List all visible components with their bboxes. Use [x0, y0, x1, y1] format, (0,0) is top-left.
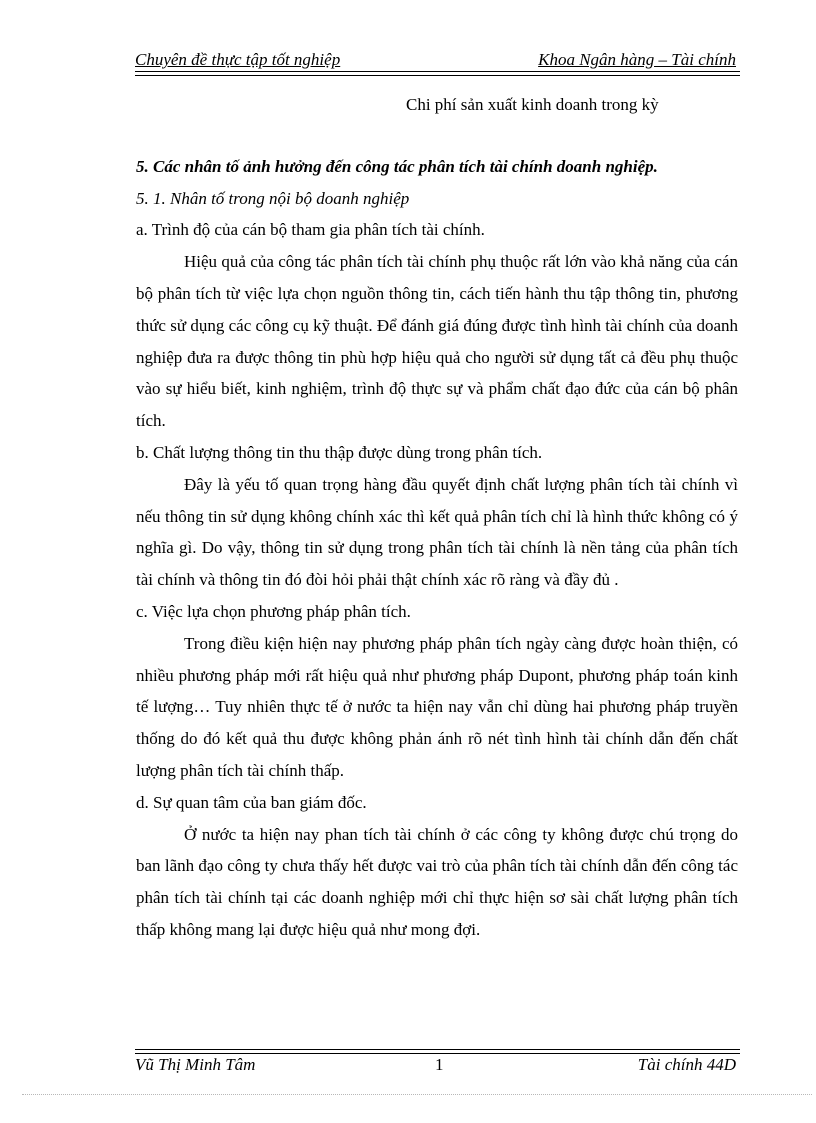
- item-title-d: d. Sự quan tâm của ban giám đốc.: [136, 792, 367, 812]
- section-heading: 5. Các nhân tố ảnh hưởng đến công tác phân tích tài chính doanh nghiệp.: [136, 156, 658, 176]
- header-faculty: Khoa Ngân hàng – Tài chính: [538, 50, 736, 69]
- item-title-c: c. Việc lựa chọn phương pháp phân tích.: [136, 601, 411, 621]
- page-content: [136, 89, 738, 946]
- item-title-a: a. Trình độ của cán bộ tham gia phân tích tài chính.: [136, 220, 485, 240]
- item-body-b: Đây là yếu tố quan trọng hàng đầu quyết định chất lượng phân tích tài chính vì nếu thông tin sử dụng không chính xác thì kết quả phân tích chỉ là hình thức không có ý nghĩa gì. Do vậy, thông tin sử dụng trong phân tích tài chính là nền tảng của phân tích tài chính và thông tin đó đòi hỏi phải thật chính xác rõ ràng và đầy đủ .: [136, 474, 738, 590]
- page-header: [135, 48, 740, 72]
- item-body-d: Ở nước ta hiện nay phan tích tài chính ở các công ty không được chú trọng do ban lãnh đạo công ty chưa thấy hết được vai trò của phân tích tài chính dẫn đến công tác phân tích tài chính tại các doanh nghiệp mới chỉ thực hiện sơ sài chất lượng phân tích thấp không mang lại được hiệu quả như mong đợi.: [136, 824, 738, 939]
- footer-class: Tài chính 44D: [637, 1055, 736, 1074]
- subsection-heading: 5. 1. Nhân tố trong nội bộ doanh nghiệp: [136, 188, 410, 208]
- item-body-a: Hiệu quả của công tác phân tích tài chính phụ thuộc rất lớn vào khả năng của cán bộ phân tích từ việc lựa chọn nguồn thông tin, cách tiến hành thu tập thông tin, phương thức sử dụng các công cụ kỹ thuật. Để đánh giá đúng được tình hình tài chính của doanh nghiệp đưa ra được thông tin phù hợp hiệu quả cho người sử dụng tất cả đều phụ thuộc vào sự hiểu biết, kinh nghiệm, trình độ thực sự và phẩm chất đạo đức của cán bộ phân tích.: [136, 252, 738, 431]
- fraction-denominator: Chi phí sản xuất kinh doanh trong kỳ: [406, 95, 659, 114]
- footer-author: Vũ Thị Minh Tâm: [135, 1055, 256, 1074]
- item-body-c: Trong điều kiện hiện nay phương pháp phân tích ngày càng được hoàn thiện, có nhiều phương pháp mới rất hiệu quả như phương pháp Dupont, phương pháp toán kinh tế lượng… Tuy nhiên thực tế ở nước ta hiện nay vẫn chỉ dùng hai phương pháp truyền thống do đó kết quả thu được không phản ánh rõ nét tình hình tài chính dẫn đến chất lượng phân tích tài chính thấp.: [136, 633, 738, 780]
- page-number: 1: [435, 1055, 444, 1074]
- page-footer: [135, 1053, 740, 1077]
- page-bottom-edge: [22, 1094, 812, 1095]
- item-title-b: b. Chất lượng thông tin thu thập được dùng trong phân tích.: [136, 442, 543, 462]
- header-document-title: Chuyên đề thực tập tốt nghiệp: [135, 50, 341, 69]
- header-rule: [135, 71, 740, 76]
